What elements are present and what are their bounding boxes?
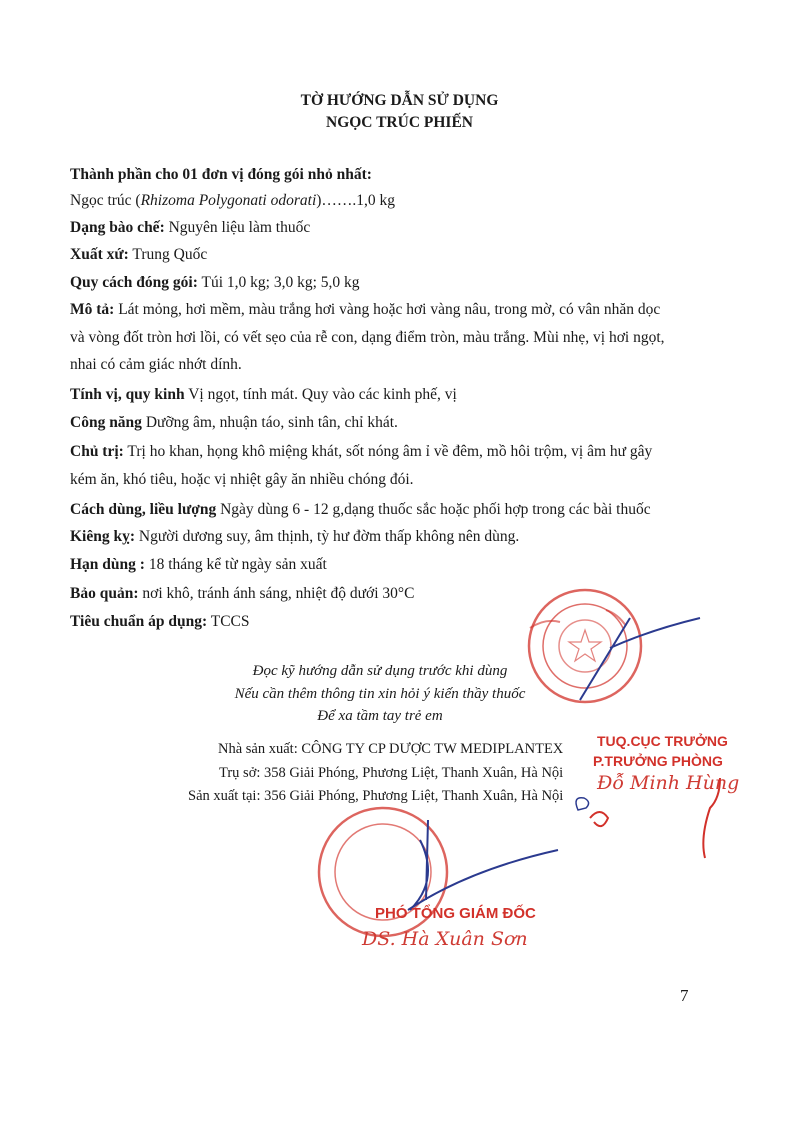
packaging-label: Quy cách đóng gói: [70,274,198,291]
taste-label: Tính vị, quy kinh [70,386,185,403]
description-line-3: nhai có cảm giác nhớt dính. [70,356,242,373]
standard-value: TCCS [207,613,250,630]
composition-amount: )…….1,0 kg [316,192,396,209]
dosage-form-label: Dạng bào chế: [70,219,165,236]
dosage-form-line [70,219,310,237]
standard-label: Tiêu chuẩn áp dụng: [70,613,208,630]
description-line-1 [70,301,660,319]
manufacturer-name-line [218,741,563,758]
expiry-label: Hạn dùng : [70,556,145,573]
packaging-line [70,274,360,292]
manufacturer-label: Nhà sản xuất: [218,741,298,757]
indication-line-1 [70,443,652,461]
function-value: Dưỡng âm, nhuận táo, sinh tân, chỉ khát. [141,414,398,431]
indication-text-1: Trị ho khan, họng khô miệng khát, sốt nóng âm ỉ về đêm, mồ hôi trộm, vị âm hư gây [123,443,653,460]
description-line-2: và vòng đốt tròn hơi lồi, có vết sẹo của rễ con, dạng điểm tròn, màu trắng. Mùi nhẹ, vị hơi ngọt, [70,329,665,346]
headquarters-label: Trụ sở: [219,765,261,781]
expiry-line [70,556,327,574]
approval-title-2: P.TRƯỞNG PHÒNG [593,753,723,769]
approval-signature-icon [570,768,690,868]
description-label: Mô tả: [70,301,115,318]
composition-heading [70,166,372,184]
contraindication-line [70,528,519,546]
description-text-1: Lát mỏng, hơi mềm, màu trắng hơi vàng hoặc hơi vàng nâu, trong mờ, có vân nhăn dọc [114,301,661,318]
dosage-value: Ngày dùng 6 - 12 g,dạng thuốc sắc hoặc phối hợp trong các bài thuốc [216,501,651,518]
storage-line [70,585,414,603]
notice-read-instructions: Đọc kỹ hướng dẫn sử dụng trước khi dùng [252,663,508,679]
taste-value: Vị ngọt, tính mát. Quy vào các kinh phế, vị [184,386,457,403]
composition-label: Thành phần cho 01 đơn vị đóng gói nhỏ nhất: [70,166,372,183]
packaging-value: Túi 1,0 kg; 3,0 kg; 5,0 kg [197,274,360,291]
indication-label: Chủ trị: [70,443,124,460]
expiry-value: 18 tháng kể từ ngày sản xuất [144,556,327,573]
function-label: Công năng [70,414,142,431]
factory-value: 356 Giải Phóng, Phương Liệt, Thanh Xuân, Hà Nội [260,788,564,804]
contraindication-value: Người dương suy, âm thịnh, tỳ hư đờm thấp không nên dùng. [135,528,520,545]
storage-label: Bảo quản: [70,585,139,602]
factory-label: Sản xuất tại: [188,788,261,804]
composition-line [70,192,395,210]
composition-name: Ngọc trúc ( [70,192,141,209]
manufacturer-value: CÔNG TY CP DƯỢC TW MEDIPLANTEX [297,741,564,757]
origin-value: Trung Quốc [128,246,208,263]
notice-consult-doctor: Nếu cần thêm thông tin xin hỏi ý kiến thầy thuốc [234,686,526,702]
product-name: NGỌC TRÚC PHIẾN [326,114,473,131]
storage-value: nơi khô, tránh ánh sáng, nhiệt độ dưới 30°C [138,585,415,602]
ministry-seal-icon [510,588,660,708]
approval-signer-name: Đỗ Minh Hùng [597,772,740,794]
company-signer-name: DS. Hà Xuân Sơn [362,928,528,950]
indication-line-2: kém ăn, khó tiêu, hoặc vị nhiệt gây ăn nhiều chóng đói. [70,471,414,488]
headquarters-value: 358 Giải Phóng, Phương Liệt, Thanh Xuân, Hà Nội [260,765,564,781]
composition-latin: Rhizoma Polygonati odorati [140,192,317,209]
notice-keep-away-children: Để xa tầm tay trẻ em [317,708,443,724]
taste-meridian-line [70,386,457,404]
page-number: 7 [680,986,689,1005]
origin-label: Xuất xứ: [70,246,129,263]
function-line [70,414,398,432]
company-stamp-title: PHÓ TỔNG GIÁM ĐỐC [375,905,536,922]
approval-title-1: TUQ.CỤC TRƯỞNG [597,733,728,749]
dosage-line [70,501,651,519]
origin-line [70,246,207,264]
dosage-form-value: Nguyên liệu làm thuốc [164,219,311,236]
headquarters-line [219,765,563,782]
standard-line [70,613,250,631]
document-title: TỜ HƯỚNG DẪN SỬ DỤNG [300,92,499,109]
dosage-label: Cách dùng, liều lượng [70,501,217,518]
contraindication-label: Kiêng kỵ: [70,528,136,545]
